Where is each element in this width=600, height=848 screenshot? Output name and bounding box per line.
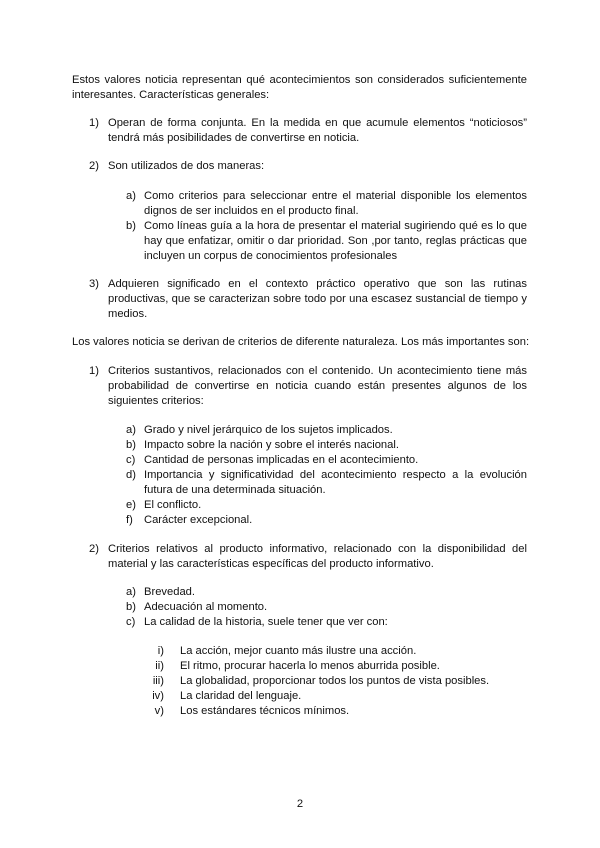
list-item: [150, 644, 527, 659]
list-letter: b): [126, 439, 136, 451]
list-item: [89, 542, 527, 572]
list-letter: c): [126, 616, 136, 628]
list-text: La acción, mejor cuanto más ilustre una acción.: [180, 645, 417, 657]
list-letter: b): [126, 220, 136, 232]
list-letter: d): [126, 469, 136, 481]
list-text: Cantidad de personas implicadas en el acontecimiento.: [144, 454, 419, 466]
list-number: 2): [89, 543, 99, 555]
list-item: [126, 453, 527, 468]
list-text: Grado y nivel jerárquico de los sujetos implicados.: [144, 424, 393, 436]
list-item: [126, 585, 527, 600]
list-item: [89, 364, 527, 409]
list-item: [150, 659, 527, 674]
list-text: La calidad de la historia, suele tener que ver con:: [144, 616, 388, 628]
list-roman: i): [157, 645, 164, 657]
list-text: Carácter excepcional.: [144, 514, 253, 526]
list-text: Adecuación al momento.: [144, 601, 268, 613]
list-item: [126, 600, 527, 615]
list-item: [89, 277, 527, 322]
list-item: [126, 423, 527, 438]
list-letter: c): [126, 454, 136, 466]
list-letter: a): [126, 586, 136, 598]
list-letter: f): [126, 514, 133, 526]
list-item: [150, 689, 527, 704]
list-number: 3): [89, 278, 99, 290]
page-number: 2: [296, 798, 304, 810]
list-letter: a): [126, 190, 136, 202]
list-item: [126, 189, 527, 219]
list-text: Operan de forma conjunta. En la medida en que acumule elementos “noticiosos” tendrá más posibilidades de convertirse en noticia.: [108, 117, 527, 144]
list-number: 2): [89, 160, 99, 172]
list-item: [89, 159, 527, 174]
list-roman: ii): [155, 660, 164, 672]
list-text: La globalidad, proporcionar todos los puntos de vista posibles.: [180, 675, 490, 687]
list-item: [126, 219, 527, 264]
list-text: Criterios relativos al producto informativo, relacionado con la disponibilidad del material y las características específicas del producto informativo.: [108, 543, 527, 570]
list-text: Adquieren significado en el contexto práctico operativo que son las rutinas productivas, que se caracterizan sobre todo por una escasez sustancial de tiempo y medios.: [108, 278, 527, 320]
list-number: 1): [89, 117, 99, 129]
list-letter: e): [126, 499, 136, 511]
list-item: [126, 438, 527, 453]
list-text: Importancia y significatividad del acontecimiento respecto a la evolución futura de una determinada situación.: [144, 469, 527, 496]
criteria-intro-paragraph: Los valores noticia se derivan de criterios de diferente naturaleza. Los más importantes son:: [72, 336, 530, 348]
list-roman: v): [154, 705, 164, 717]
list-text: Como criterios para seleccionar entre el material disponible los elementos dignos de ser incluidos en el producto final.: [144, 190, 527, 217]
list-text: Criterios sustantivos, relacionados con el contenido. Un acontecimiento tiene más probabilidad de convertirse en noticia cuando están presentes algunos de los siguientes criterios:: [108, 365, 527, 407]
list-item: [126, 468, 527, 498]
list-text: Son utilizados de dos maneras:: [108, 160, 265, 172]
list-text: Los estándares técnicos mínimos.: [180, 705, 350, 717]
list-roman: iv): [152, 690, 164, 702]
list-roman: iii): [152, 675, 164, 687]
list-number: 1): [89, 365, 99, 377]
list-text: Impacto sobre la nación y sobre el interés nacional.: [144, 439, 399, 451]
list-item: [126, 513, 527, 528]
list-item: [150, 704, 527, 719]
list-text: Brevedad.: [144, 586, 195, 598]
list-item: [89, 116, 527, 146]
list-letter: b): [126, 601, 136, 613]
list-letter: a): [126, 424, 136, 436]
intro-paragraph: Estos valores noticia representan qué acontecimientos son considerados suficientemente interesantes. Características generales:: [72, 74, 527, 101]
list-text: El conflicto.: [144, 499, 202, 511]
list-item: [150, 674, 527, 689]
list-text: La claridad del lenguaje.: [180, 690, 302, 702]
list-text: El ritmo, procurar hacerla lo menos aburrida posible.: [180, 660, 440, 672]
list-item: [126, 615, 527, 630]
list-item: [126, 498, 527, 513]
list-text: Como líneas guía a la hora de presentar el material sugiriendo qué es lo que hay que enfatizar, omitir o dar prioridad. Son ,por tanto, reglas prácticas que incluyen un corpus de conocimientos profesionales: [144, 220, 527, 262]
